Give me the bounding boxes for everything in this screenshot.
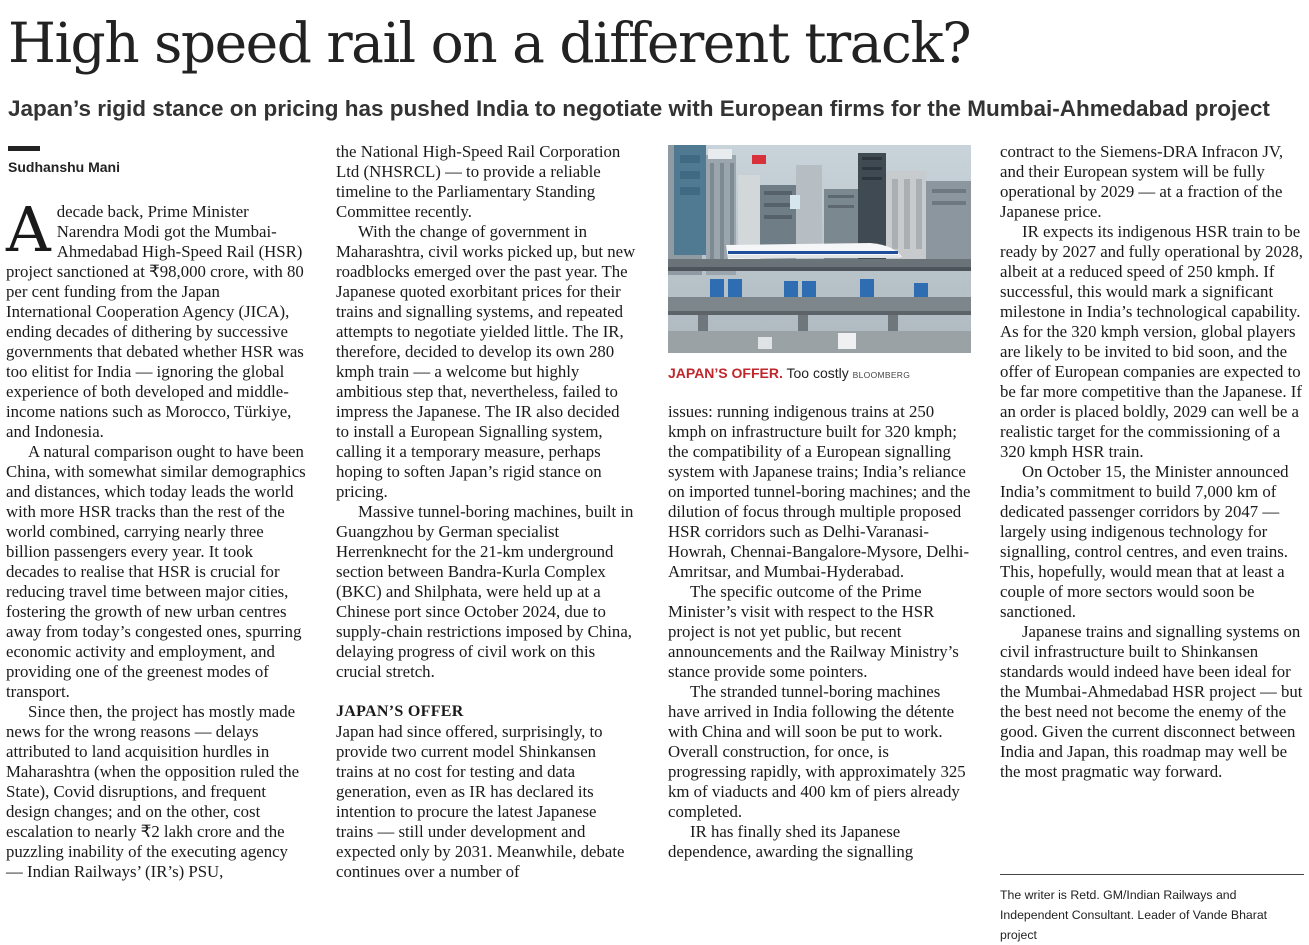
paragraph: On October 15, the Minister announced India’s commitment to build 7,000 km of dedicated passenger corridors by 2047 — largely using indigenous technology for signalling, control centres, and even trains. This, hopefully, would mean that at least a couple of more sectors would soon be sanctioned. bbox=[1000, 462, 1289, 621]
author-footnote: The writer is Retd. GM/Indian Railways and Independent Consultant. Leader of Vande Bharat project bbox=[1000, 888, 1268, 942]
caption-text: Too costly bbox=[786, 365, 849, 381]
article-photo bbox=[668, 145, 971, 353]
article-column-1 bbox=[6, 193, 306, 882]
paragraph: Massive tunnel-boring machines, built in Guangzhou by German specialist Herrenknecht for the 21-km underground section between Bandra-Kurla Complex (BKC) and Shilphata, were held up at a Chinese port since October 2024, due to supply-chain restrictions imposed by China, delaying progress of civil work on this crucial stretch. bbox=[336, 502, 634, 681]
paragraph: contract to the Siemens-DRA Infracon JV, and their European system will be fully operational by 2029 — at a fraction of the Japanese price. bbox=[1000, 142, 1284, 221]
paragraph: IR has finally shed its Japanese dependence, awarding the signalling bbox=[668, 822, 914, 861]
paragraph: Since then, the project has mostly made news for the wrong reasons — delays attributed to land acquisition hurdles in Maharashtra (when the opposition ruled the State), Covid disruptions, and frequent design changes; and on the other, cost escalation to nearly ₹2 lakh crore and the puzzling inability of the executing agency — Indian Railways’ (IR’s) PSU, bbox=[6, 702, 300, 881]
section-subhead: JAPAN’S OFFER bbox=[336, 703, 464, 720]
paragraph: IR expects its indigenous HSR train to be ready by 2027 and fully operational by 2028, albeit at a reduced speed of 250 kmph. If successful, this would mark a significant milestone in India’s technological capability. As for the 320 kmph version, global players are likely to be invited to bid soon, and the offer of European companies are expected to be far more competitive than the Japanese. If an order is placed boldly, 2029 can well be a realistic target for the commissioning of a 320 kmph HSR train. bbox=[1000, 222, 1303, 461]
paragraph: Japanese trains and signalling systems on civil infrastructure built to Shinkansen standards would indeed have been ideal for the Mumbai-Ahmedabad HSR project — but the best need not become the enemy of the good. Given the current disconnect between India and Japan, this roadmap may well be the most pragmatic way forward. bbox=[1000, 622, 1303, 781]
paragraph: A natural comparison ought to have been China, with somewhat similar demographics and distances, which today leads the world with more HSR tracks than the rest of the world combined, carrying nearly three billion passengers every year. It took decades to realise that HSR is crucial for reducing travel time between major cities, fostering the growth of new urban centres away from today’s congested ones, spurring economic activity and employment, and providing one of the greenest modes of transport. bbox=[6, 442, 306, 701]
opening-paragraph bbox=[6, 193, 306, 442]
paragraph: the National High-Speed Rail Corporation Ltd (NHSRCL) — to provide a reliable timeline to the Parliamentary Standing Committee recently. bbox=[336, 142, 621, 221]
photo-caption bbox=[668, 365, 910, 381]
opening-paragraph-text: decade back, Prime Minister Narendra Modi got the Mumbai-Ahmedabad High-Speed Rail (HSR) project sanctioned at ₹98,000 crore, with 80 per cent funding from the Japan International Cooperation Agency (JICA), ending decades of dithering by successive governments that debated whether HSR was too elitist for India — ignoring the global experience of both developed and middle-income nations such as Morocco, Türkiye, and Indonesia. bbox=[6, 202, 304, 441]
paragraph: With the change of government in Maharashtra, civil works picked up, but new roadblocks emerged over the past year. The Japanese quoted exorbitant prices for their trains and signalling systems, and repeated attempts to negotiate yielded little. The IR, therefore, decided to develop its own 280 kmph train — a welcome but highly ambitious step that, nevertheless, failed to impress the Japanese. The IR also decided to install a European Signalling system, calling it a temporary measure, perhaps hoping to soften Japan’s rigid stance on pricing. bbox=[336, 222, 636, 501]
paragraph: Japan had since offered, surprisingly, to provide two current model Shinkansen trains at no cost for testing and data generation, even as IR has declared its intention to procure the latest Japanese trains — still under development and expected only by 2031. Meanwhile, debate continues over a number of bbox=[336, 722, 625, 881]
caption-title: JAPAN’S OFFER. bbox=[668, 365, 783, 381]
shinkansen-city-photo bbox=[668, 145, 971, 353]
footnote-divider bbox=[1000, 874, 1304, 875]
paragraph: issues: running indigenous trains at 250 kmph on infrastructure built for 320 kmph; the compatibility of a European signalling system with Japanese trains; India’s reliance on imported tunnel-boring machines; and the dilution of focus through multiple proposed HSR corridors such as Delhi-Varanasi-Howrah, Chennai-Bangalore-Mysore, Delhi-Amritsar, and Mumbai-Hyderabad. bbox=[668, 402, 971, 581]
article-column-2 bbox=[336, 142, 636, 882]
paragraph: The stranded tunnel-boring machines have arrived in India following the détente with China and will soon be put to work. Overall construction, for once, is progressing rapidly, with approximately 325 km of viaducts and 400 km of piers already completed. bbox=[668, 682, 966, 821]
article-column-4 bbox=[1000, 142, 1305, 782]
article-column-3 bbox=[668, 402, 971, 862]
paragraph: The specific outcome of the Prime Minister’s visit with respect to the HSR project is not yet public, but recent announcements and the Railway Ministry’s stance provide some pointers. bbox=[668, 582, 959, 681]
drop-cap: A bbox=[6, 193, 51, 266]
headline: High speed rail on a different track? bbox=[8, 11, 971, 75]
byline: Sudhanshu Mani bbox=[8, 159, 120, 175]
byline-rule bbox=[8, 146, 40, 151]
photo-credit: BLOOMBERG bbox=[852, 370, 911, 380]
subheadline: Japan’s rigid stance on pricing has pushed India to negotiate with European firms for the Mumbai-Ahmedabad project bbox=[8, 96, 1270, 121]
